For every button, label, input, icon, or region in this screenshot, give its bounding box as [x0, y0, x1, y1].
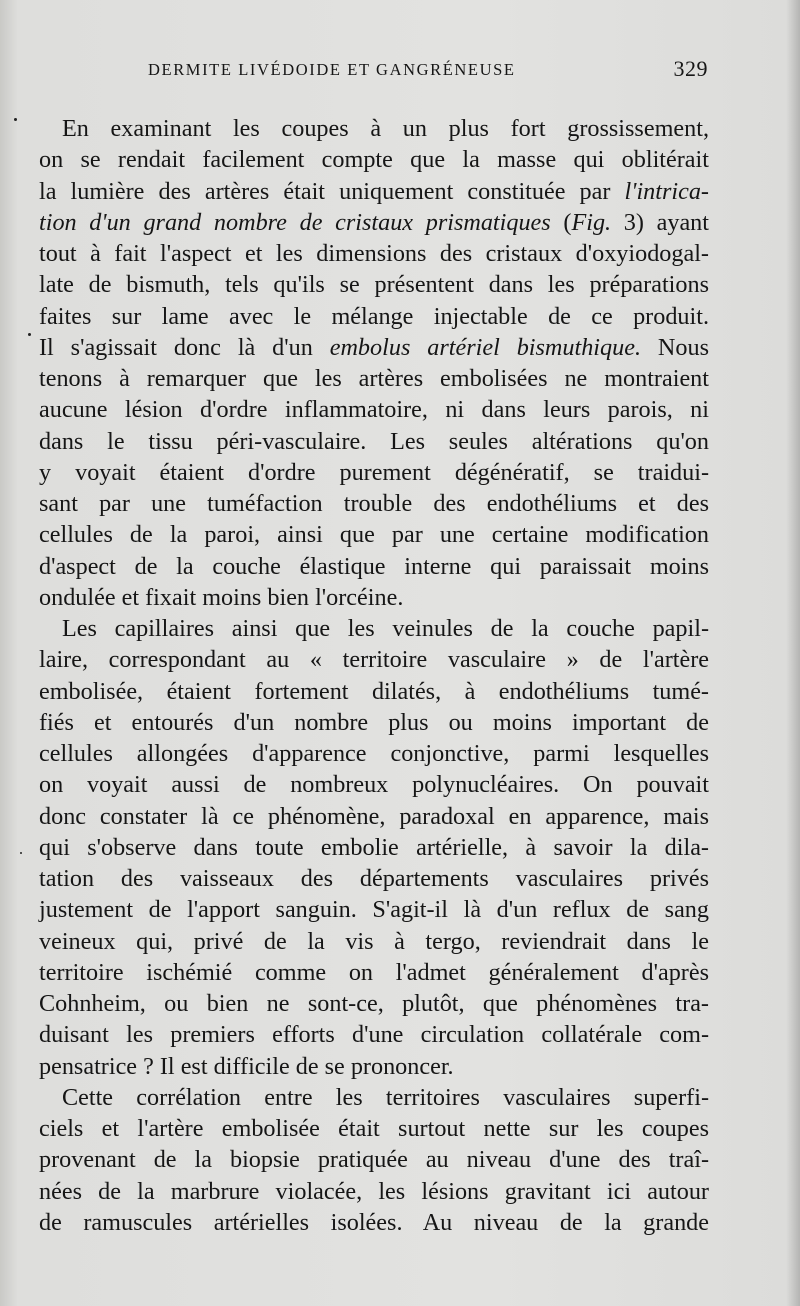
ink-speck [28, 333, 31, 336]
text-line: territoire ischémié comme on l'admet généralement d'après [39, 958, 709, 986]
text-line: pensatrice ? Il est difficile de se prononcer. [39, 1052, 454, 1080]
text-line: Il s'agissait donc là d'un embolus artériel bismuthique. Nous [39, 333, 709, 361]
text-line: cellules allongées d'apparence conjonctive, parmi lesquelles [39, 740, 709, 767]
text-line: veineux qui, privé de la vis à tergo, reviendrait dans le [39, 927, 709, 955]
text-line: faites sur lame avec le mélange injectable de ce produit. [39, 302, 709, 330]
text-line: dans le tissu péri-vasculaire. Les seules altérations qu'on [39, 427, 709, 455]
running-title: DERMITE LIVÉDOIDE ET GANGRÉNEUSE [148, 60, 516, 79]
text-line: tout à fait l'aspect et les dimensions des cristaux d'oxyiodogal- [39, 240, 709, 267]
text-line: de ramuscules artérielles isolées. Au niveau de la grande [39, 1208, 709, 1236]
text-line: provenant de la biopsie pratiquée au niveau d'une des traî- [39, 1146, 709, 1174]
text-line: En examinant les coupes à un plus fort grossissement, [62, 115, 709, 142]
text-line: la lumière des artères était uniquement constituée par l'intrica- [39, 177, 709, 205]
text-line: laire, correspondant au « territoire vasculaire » de l'artère [39, 646, 709, 674]
page-edge-shadow [786, 0, 800, 1306]
page-header [40, 58, 710, 84]
italic-phrase: embolus artériel bismuthique. [329, 333, 642, 361]
text-line: fiés et entourés d'un nombre plus ou moins important de [39, 708, 709, 736]
text-line: aucune lésion d'ordre inflammatoire, ni dans leurs parois, ni [39, 396, 709, 424]
text-line: Les capillaires ainsi que les veinules de la couche papil- [62, 615, 709, 642]
italic-phrase: l'intrica- [624, 177, 709, 205]
italic-phrase: tion d'un grand nombre de cristaux prismatiques [39, 208, 551, 236]
text-line: tion d'un grand nombre de cristaux prismatiques (Fig. 3) ayant [39, 208, 709, 236]
text-line: justement de l'apport sanguin. S'agit-il là d'un reflux de sang [39, 896, 709, 924]
text-line: d'aspect de la couche élastique interne qui paraissait moins [39, 552, 709, 580]
text-line: tation des vaisseaux des départements vasculaires privés [39, 865, 709, 892]
text-line: late de bismuth, tels qu'ils se présentent dans les préparations [39, 271, 709, 299]
text-line: tenons à remarquer que les artères embolisées ne montraient [39, 365, 709, 392]
text-line: nées de la marbrure violacée, les lésions gravitant ici autour [39, 1177, 709, 1205]
text-line: y voyait étaient d'ordre purement dégénératif, se traidui- [39, 458, 709, 486]
body-text [39, 113, 709, 1238]
text-line: Cette corrélation entre les territoires vasculaires superfi- [62, 1083, 709, 1111]
text-line: on se rendait facilement compte que la masse qui oblitérait [39, 146, 709, 174]
text-line: ondulée et fixait moins bien l'orcéine. [39, 583, 404, 611]
text-line: Cohnheim, ou bien ne sont-ce, plutôt, que phénomènes tra- [39, 990, 709, 1017]
page-number: 329 [673, 56, 708, 81]
text-line: sant par une tuméfaction trouble des endothéliums et des [39, 490, 709, 517]
text-line: ciels et l'artère embolisée était surtout nette sur les coupes [39, 1115, 709, 1142]
ink-speck [14, 118, 17, 121]
text-line: qui s'observe dans toute embolie artérielle, à savoir la dila- [39, 833, 709, 861]
text-line: embolisée, étaient fortement dilatés, à endothéliums tumé- [39, 677, 709, 705]
text-line: duisant les premiers efforts d'une circulation collatérale com- [39, 1021, 709, 1049]
ink-speck [20, 852, 22, 854]
figure-reference: Fig. [571, 208, 612, 236]
text-line: cellules de la paroi, ainsi que par une certaine modification [39, 521, 709, 549]
text-line: donc constater là ce phénomène, paradoxal en apparence, mais [39, 802, 709, 830]
text-line: on voyait aussi de nombreux polynucléaires. On pouvait [39, 771, 709, 799]
